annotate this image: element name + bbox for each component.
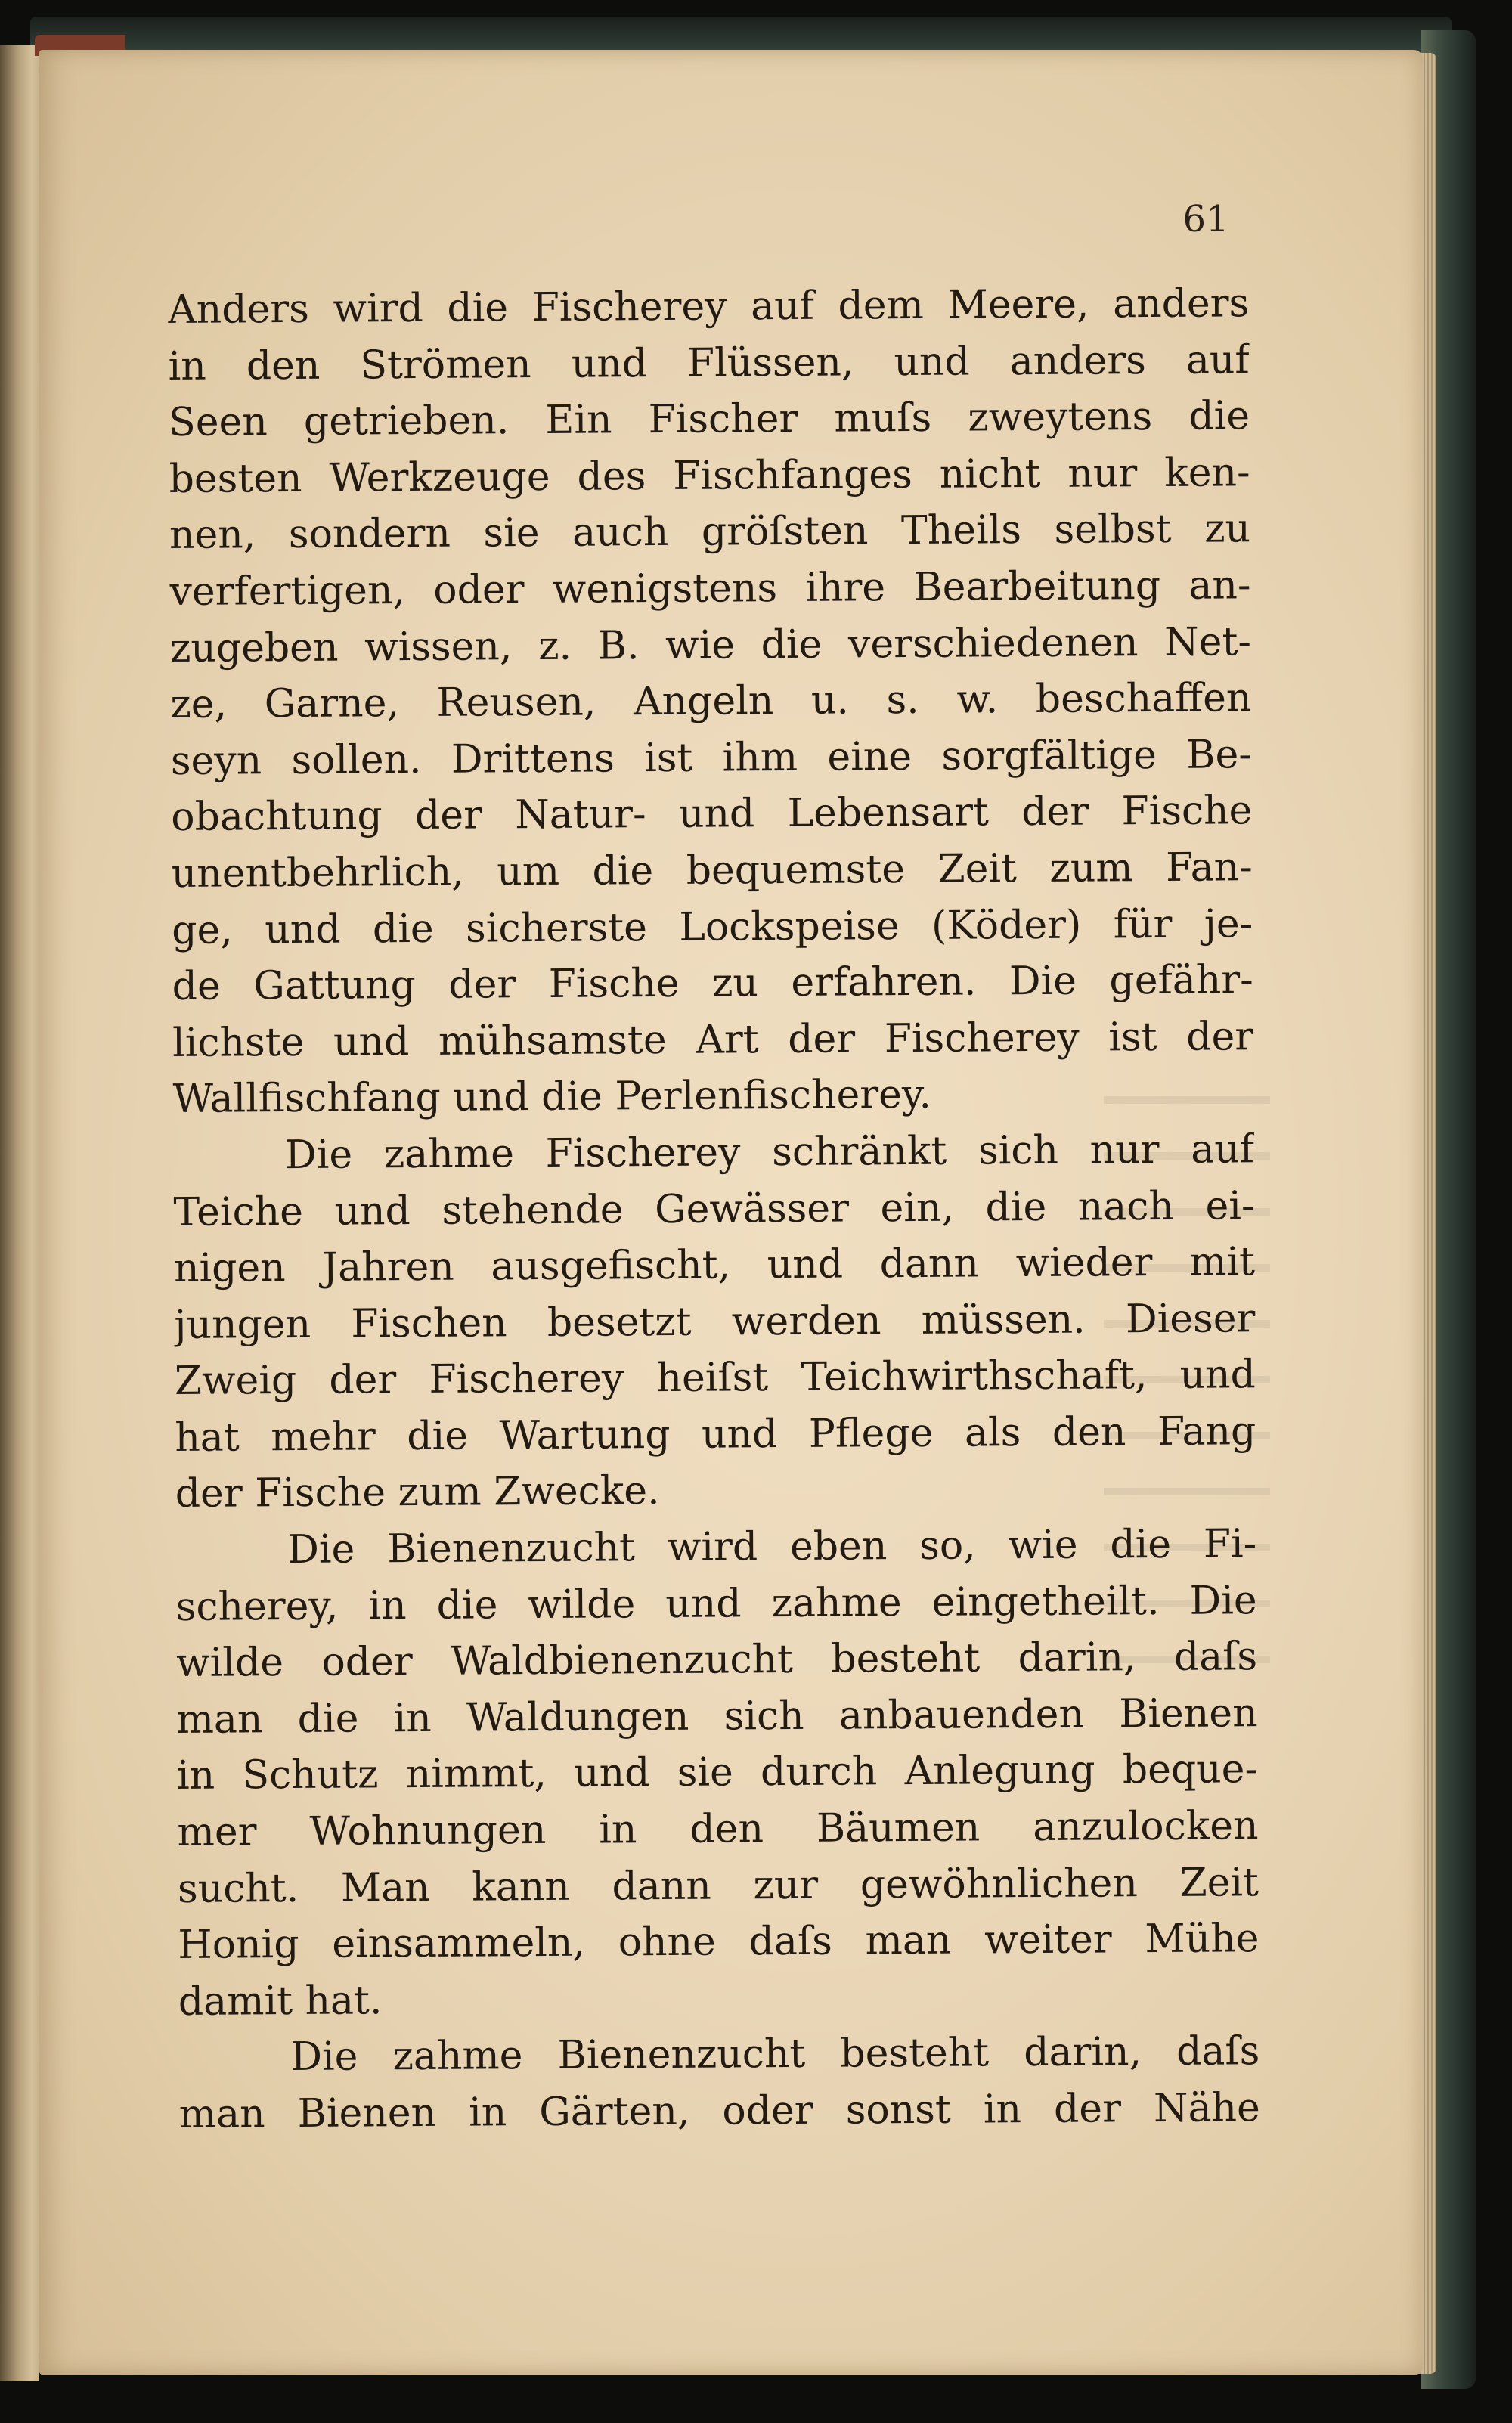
text-line: Die zahme Bienenzucht besteht darin, daſs — [290, 2028, 1260, 2081]
text-line: seyn sollen. Drittens ist ihm eine sorgfältige Be- — [170, 732, 1253, 784]
text-line: nigen Jahren ausgefischt, und dann wieder mit — [173, 1239, 1256, 1292]
text-line: in den Strömen und Flüssen, und anders auf — [168, 336, 1250, 389]
text-line: man Bienen in Gärten, oder sonst in der Nähe — [178, 2085, 1260, 2137]
body-text — [168, 275, 1260, 2143]
text-line: der Fische zum Zwecke. — [175, 1468, 660, 1517]
text-line: unentbehrlich, um die bequemste Zeit zum Fan- — [171, 844, 1253, 897]
text-line: Die Bienenzucht wird eben so, wie die Fi- — [287, 1521, 1257, 1573]
text-line: man die in Waldungen sich anbauenden Bienen — [176, 1690, 1258, 1743]
facing-page-edge — [0, 45, 39, 2381]
text-line: besten Werkzeuge des Fischfanges nicht nur ken- — [169, 450, 1250, 502]
text-line: Die zahme Fischerey schränkt sich nur auf — [284, 1126, 1255, 1178]
text-line: in Schutz nimmt, und sie durch Anlegung beque- — [176, 1746, 1259, 1799]
text-line: hat mehr die Wartung und Pflege als den Fang — [175, 1408, 1256, 1461]
text-line: nen, sondern sie auch gröſsten Theils selbst zu — [169, 506, 1251, 559]
text-line: Anders wird die Fischerey auf dem Meere, anders — [168, 280, 1250, 333]
text-line: zugeben wissen, z. B. wie die verschiedenen Net- — [169, 618, 1252, 671]
text-line: verfertigen, oder wenigstens ihre Bearbeitung an- — [169, 562, 1251, 615]
text-line: ze, Garne, Reusen, Angeln u. s. w. beschaffen — [170, 675, 1252, 728]
text-line: Zweig der Fischerey heiſst Teichwirthschaft, und — [174, 1352, 1256, 1405]
text-line: jungen Fischen besetzt werden müssen. Dieser — [174, 1295, 1256, 1348]
text-line: damit hat. — [178, 1978, 383, 2025]
text-line: Honig einsammeln, ohne daſs man weiter Mühe — [178, 1916, 1259, 1969]
text-line: scherey, in die wilde und zahme eingetheilt. Die — [175, 1577, 1257, 1630]
text-line: lichste und mühsamste Art der Fischerey ist der — [172, 1013, 1254, 1066]
text-line: Seen getrieben. Ein Fischer muſs zweytens die — [168, 393, 1250, 446]
text-line: Teiche und stehende Gewässer ein, die nach ei- — [173, 1182, 1255, 1235]
text-line: ge, und die sicherste Lockspeise (Köder) für je- — [172, 900, 1253, 953]
text-line: Wallfischfang und die Perlenfischerey. — [172, 1072, 932, 1123]
page-number: 61 — [1182, 198, 1229, 240]
text-line: mer Wohnungen in den Bäumen anzulocken — [177, 1803, 1259, 1855]
text-line: wilde oder Waldbienenzucht besteht darin, daſs — [175, 1634, 1258, 1687]
text-line: sucht. Man kann dann zur gewöhnlichen Zeit — [177, 1859, 1259, 1912]
text-line: de Gattung der Fische zu erfahren. Die gefähr- — [172, 957, 1253, 1010]
text-line: obachtung der Natur- und Lebensart der Fische — [171, 788, 1253, 841]
